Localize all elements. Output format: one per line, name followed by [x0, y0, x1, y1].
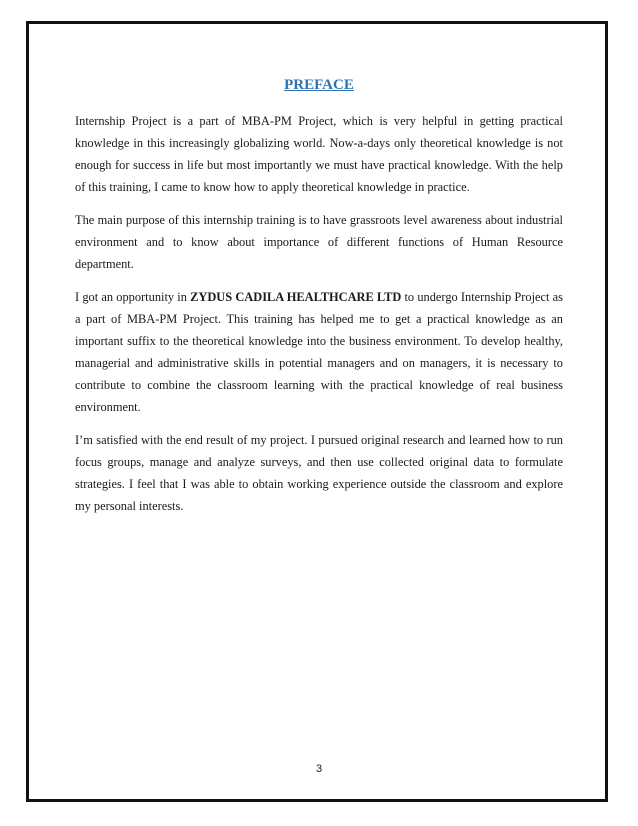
page-number: 3: [315, 763, 323, 775]
paragraph-1: Internship Project is a part of MBA-PM Project, which is very helpful in getting practical knowledge in this increasingly globalizing world. Now-a-days only theoretical knowledge is not enough for success in life but most importantly we must have practical knowledge. With the help of this training, I came to know how to apply theoretical knowledge in practice.: [75, 114, 563, 194]
paragraph-2: The main purpose of this internship training is to have grassroots level awareness about industrial environment and to know about importance of different functions of Human Resource department.: [75, 213, 563, 271]
paragraph-4: I’m satisfied with the end result of my project. I pursued original research and learned how to run focus groups, manage and analyze surveys, and then use collected original data to formulate strategies. I feel that I was able to obtain working experience outside the classroom and explore my personal interests.: [75, 433, 563, 513]
page-title: PREFACE: [284, 77, 354, 93]
paragraph-3-intro: I got an opportunity in: [75, 290, 191, 304]
paragraph-3: [75, 286, 563, 418]
document-body: [75, 74, 563, 528]
company-name: ZYDUS CADILA HEALTHCARE LTD: [190, 290, 402, 304]
paragraph-3-rest: to undergo Internship Project as a part of MBA-PM Project. This training has helped me to get a practical knowledge as an important suffix to the theoretical knowledge into the business environment. To develop healthy, managerial and administrative skills in potential managers and on managers, it is necessary to contribute to combine the classroom learning with the practical knowledge of real business environment.: [75, 290, 563, 414]
